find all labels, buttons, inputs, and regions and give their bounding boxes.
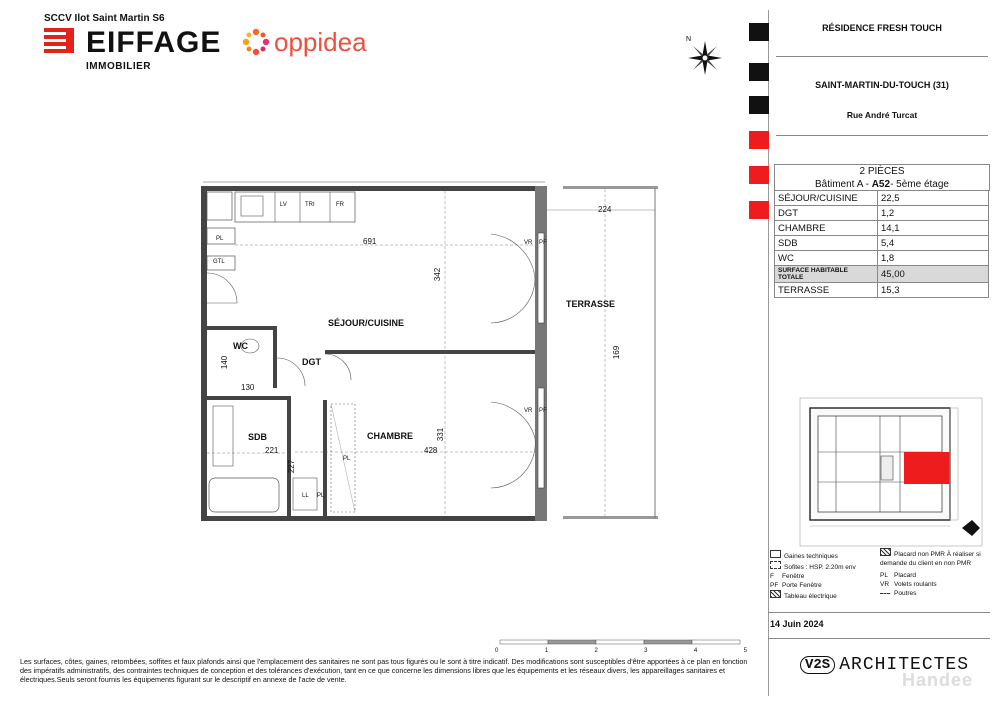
scale-tick: 5 xyxy=(743,648,747,654)
legend-item xyxy=(880,571,988,580)
divider xyxy=(776,135,988,136)
surface-row xyxy=(775,206,989,221)
residence-name: RÉSIDENCE FRESH TOUCH xyxy=(822,23,942,33)
fixture-tri: TRI xyxy=(305,202,315,208)
dimension-label: 130 xyxy=(241,383,255,392)
legend-label: Fenêtre xyxy=(782,573,805,580)
sofite-icon xyxy=(770,561,781,569)
room-label-wc: WC xyxy=(233,341,248,351)
surface-value: 1,2 xyxy=(878,206,989,221)
architect-name: ARCHITECTES xyxy=(839,655,970,675)
dimension-label: 140 xyxy=(220,355,230,370)
surface-value: 15,3 xyxy=(878,283,989,298)
legend-label: Placard non PMR À réaliser si demande du client en non PMR xyxy=(880,551,981,567)
scale-tick: 1 xyxy=(544,648,549,654)
surface-label: SURFACE HABITABLE TOTALE xyxy=(775,266,878,283)
legend-code: F xyxy=(770,573,774,580)
divider xyxy=(776,56,988,57)
dimension-label: 691 xyxy=(363,237,377,246)
surface-row xyxy=(775,283,989,298)
surface-row xyxy=(775,191,989,206)
building-prefix: Bâtiment A - xyxy=(815,179,872,190)
room-label-terrasse: TERRASSE xyxy=(566,299,616,309)
apartment-header xyxy=(774,164,990,191)
street-name: Rue André Turcat xyxy=(846,110,918,120)
immobilier-label: IMMOBILIER xyxy=(86,61,151,72)
dimension-label: 169 xyxy=(612,345,622,360)
legend-item xyxy=(880,589,988,598)
room-label-chambre: CHAMBRE xyxy=(367,431,413,441)
v2s-logo: V2S xyxy=(800,656,835,674)
scale-tick: 0 xyxy=(495,648,499,654)
surface-label: SÉJOUR/CUISINE xyxy=(775,191,878,206)
lot-number: A52 xyxy=(871,179,891,190)
oppidea-wordmark: oppidea xyxy=(274,27,367,57)
gaine-icon xyxy=(770,550,781,558)
apartment-type: 2 PIÈCES xyxy=(859,166,905,177)
room-label-sejour: SÉJOUR/CUISINE xyxy=(328,318,405,328)
legend-item xyxy=(770,590,875,601)
legend-item xyxy=(770,550,875,561)
legend-code: VR xyxy=(880,581,890,588)
surface-row xyxy=(775,236,989,251)
city-name: SAINT-MARTIN-DU-TOUCH (31) xyxy=(815,80,949,90)
scale-tick: 2 xyxy=(594,648,598,654)
sccv-label: SCCV Ilot Saint Martin S6 xyxy=(44,13,165,24)
surface-total-row xyxy=(775,266,989,283)
legend-item xyxy=(880,580,988,589)
dimension-label: 342 xyxy=(433,267,443,282)
legend-item xyxy=(880,548,988,568)
surface-value: 45,00 xyxy=(878,266,989,283)
beam-icon xyxy=(880,593,890,594)
fixture-gtl: GTL xyxy=(213,259,225,265)
surface-value: 22,5 xyxy=(878,191,989,206)
eiffage-logo xyxy=(44,28,78,59)
legend-left xyxy=(770,550,875,601)
dimension-label: 227 xyxy=(287,459,297,474)
placard-pmr-icon xyxy=(880,548,891,556)
fixture-vr: VR xyxy=(524,408,533,414)
legend-code: PL xyxy=(880,572,888,579)
key-plan xyxy=(796,396,986,553)
legend-right xyxy=(880,548,988,598)
surface-label: TERRASSE xyxy=(775,283,878,298)
legend-label: Poutres xyxy=(894,590,917,597)
scale-tick: 4 xyxy=(693,648,698,654)
legend-label: Gaines techniques xyxy=(784,553,838,560)
surface-row xyxy=(775,221,989,236)
fixture-lv: LV xyxy=(280,202,287,208)
legend-label: Porte Fenêtre xyxy=(782,582,822,589)
legend-label: Volets roulants xyxy=(894,581,937,588)
oppidea-logo-icon xyxy=(241,27,271,62)
surface-value: 5,4 xyxy=(878,236,989,251)
divider xyxy=(768,638,990,639)
surface-label: DGT xyxy=(775,206,878,221)
fixture-vr: VR xyxy=(524,240,533,246)
eiffage-wordmark: EIFFAGE xyxy=(86,26,222,59)
fixture-pl: PL xyxy=(317,493,325,499)
svg-text:N: N xyxy=(686,36,692,43)
floor-label: - 5ème étage xyxy=(890,179,949,190)
room-label-sdb: SDB xyxy=(248,432,268,442)
scale-ticks xyxy=(495,648,747,654)
surface-row xyxy=(775,251,989,266)
surface-label: SDB xyxy=(775,236,878,251)
watermark: Handee xyxy=(902,670,974,690)
dimension-label: 428 xyxy=(424,446,438,455)
side-markers xyxy=(749,20,769,225)
surface-label: WC xyxy=(775,251,878,266)
room-label-dgt: DGT xyxy=(302,357,321,367)
fixture-pf: PF xyxy=(539,408,547,414)
scale-tick: 3 xyxy=(644,648,648,654)
compass-rose-icon xyxy=(680,33,730,93)
floor-plan xyxy=(195,178,675,533)
legend-label: Tableau électrique xyxy=(784,593,837,600)
fixture-fr: FR xyxy=(336,202,344,208)
dimension-label: 331 xyxy=(436,427,446,442)
disclaimer: Les surfaces, côtes, gaines, retombées, soffites et faux plafonds ainsi que l'emplacement des sanitaires ne sont pas tous figurés ou le sont à titre indicatif. Des modifications sont susceptibles d'être apportées à ce plan en fonction des impératifs administratifs, des contraintes techniques de conception et des tolérances d'exécution, tant en ce que concerne les dimensions libres que les équipements et les réseaux divers, les appareillages sanitaires et électriques.Seuls seront fournis les équipements figurant sur le descriptif en annexe de l'acte de vente. xyxy=(20,657,748,684)
surface-label: CHAMBRE xyxy=(775,221,878,236)
plan-date: 14 Juin 2024 xyxy=(770,619,824,629)
dimension-label: 221 xyxy=(265,446,279,455)
surface-value: 14,1 xyxy=(878,221,989,236)
divider xyxy=(768,612,990,613)
fixture-pl: PL xyxy=(343,456,351,462)
electric-panel-icon xyxy=(770,590,781,598)
fixture-ll: LL xyxy=(302,493,309,499)
legend-item xyxy=(770,561,875,572)
surface-value: 1,8 xyxy=(878,251,989,266)
fixture-pf: PF xyxy=(539,240,547,246)
legend-label: Placard xyxy=(894,572,917,579)
legend-code: PF xyxy=(770,582,779,589)
legend-item xyxy=(770,581,875,590)
fixture-pl: PL xyxy=(216,236,224,242)
dimension-label: 224 xyxy=(598,205,612,214)
surface-table xyxy=(774,190,989,298)
eiffage-logo-mark xyxy=(44,28,78,54)
legend-label: Sofites : HSP. 2.20m env xyxy=(784,564,856,571)
legend-item xyxy=(770,572,875,581)
